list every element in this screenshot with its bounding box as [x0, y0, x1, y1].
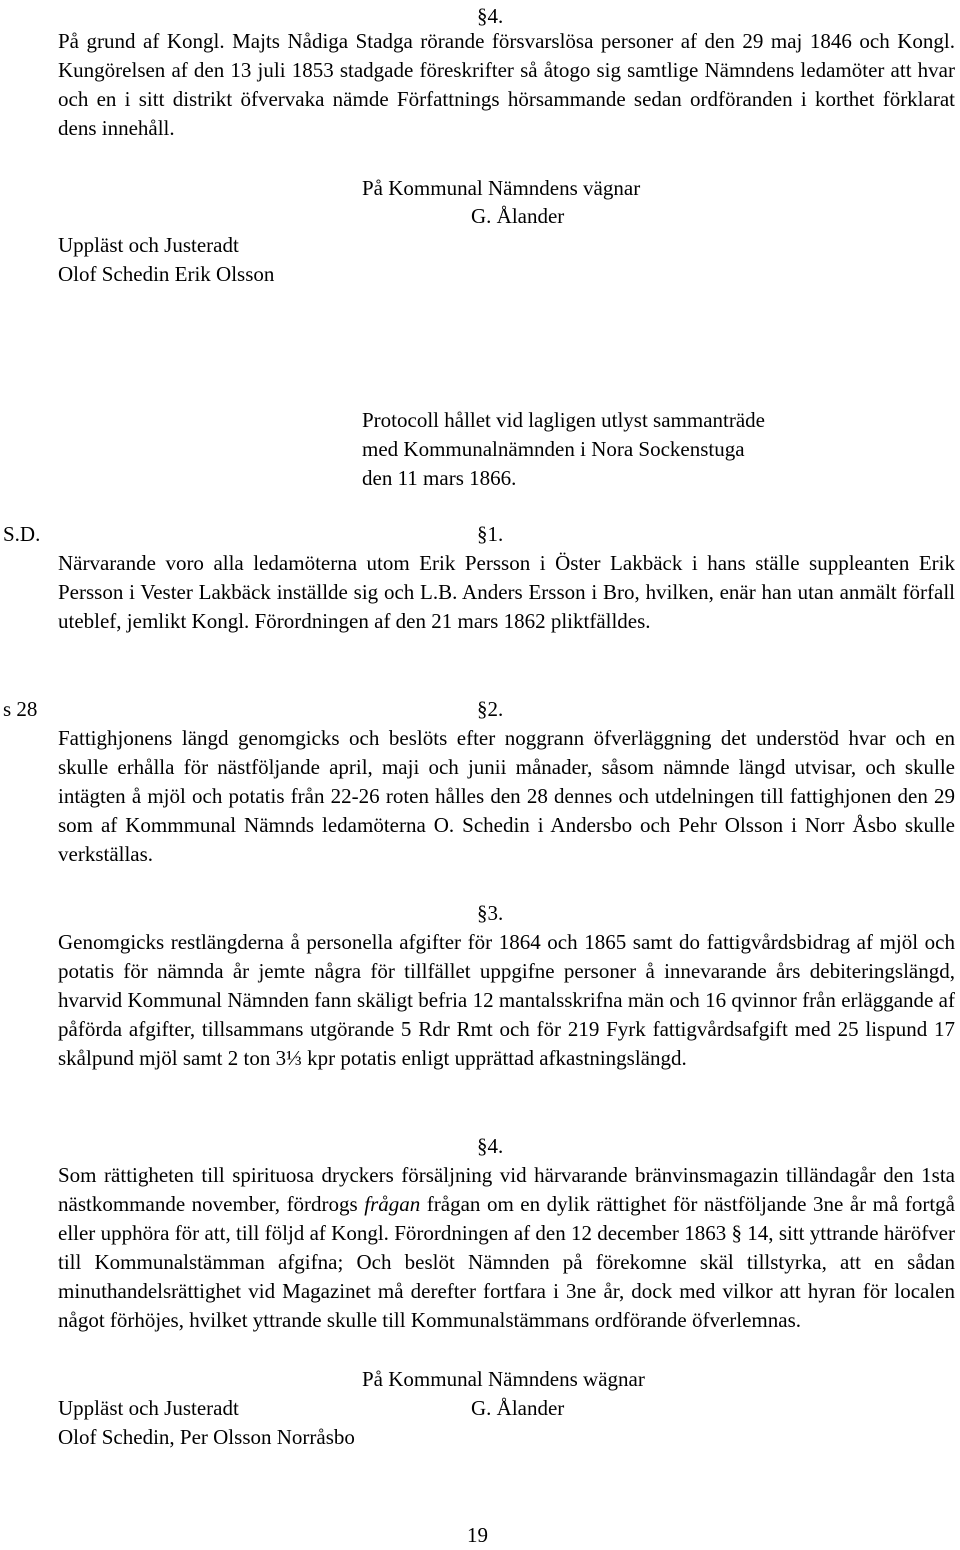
signature-left-2: Olof Schedin Erik Olsson: [58, 262, 275, 286]
signature-section4-left-2: Olof Schedin, Per Olsson Norråsbo: [58, 1425, 355, 1449]
signature-section4-left-1: Uppläst och Justeradt: [58, 1396, 239, 1420]
paragraph-top: [58, 27, 955, 143]
page-number: 19: [467, 1523, 488, 1547]
paragraph-section-4-text: [58, 1161, 955, 1335]
paragraph-section-3: [58, 928, 955, 1073]
protocol-header-line3: den 11 mars 1866.: [362, 466, 517, 490]
protocol-header-line1: Protocoll hållet vid lagligen utlyst sammanträde: [362, 408, 765, 432]
protocol-header-line2: med Kommunalnämnden i Nora Sockenstuga: [362, 437, 745, 461]
signature-right-1: På Kommunal Nämndens vägnar: [362, 176, 641, 200]
section-heading-4: §4.: [477, 1134, 504, 1158]
paragraph-top-text: På grund af Kongl. Majts Nådiga Stadga rörande försvarslösa personer af den 29 maj 1846 och Kongl. Kungörelsen af den 13 juli 1853 stadgade föreskrifter så åtogo sig samtlige Nämndens ledamöter att hvar och en i sitt distrikt öfvervaka nämde Författnings hörsammande sedan ordföranden i korthet förklarat dens innehåll.: [58, 29, 955, 140]
section-heading-1: §1.: [477, 522, 504, 546]
margin-note-sd: S.D.: [3, 522, 41, 546]
section-heading-3: §3.: [477, 901, 504, 925]
paragraph-section-4: [58, 1161, 955, 1335]
paragraph-section-1-text: Närvarande voro alla ledamöterna utom Erik Persson i Öster Lakbäck i hans ställe suppleanten Erik Persson i Vester Lakbäck inställde sig och L.B. Anders Ersson i Bro, hvilken, enär han utan anmält förfall uteblef, jemlikt Kongl. Förordningen af den 21 mars 1862 pliktfälldes.: [58, 551, 955, 633]
italic-word-fragan: frågan: [364, 1192, 421, 1216]
paragraph-section-3-text: Genomgicks restlängderna å personella afgifter för 1864 och 1865 samt do fattigvårdsbidrag af mjöl och potatis för nämnda år jemte några för tillfället uppgifne personer å innevarande års debiteringslängd, hvarvid Kommunal Nämnden fann skäligt befria 12 mantalsskrifna män och 16 qvinnor från erläggande af påförda afgifter, tillsammans utgörande 5 Rdr Rmt och för 219 Fyrk fattigvårdsafgift med 25 lispund 17 skålpund mjöl samt 2 ton 3⅓ kpr potatis enligt upprättad afkastningslängd.: [58, 930, 955, 1070]
section-heading-top: §4.: [477, 4, 504, 28]
signature-section4-right-1: På Kommunal Nämndens wägnar: [362, 1367, 645, 1391]
paragraph-section-2-text: Fattighjonens längd genomgicks och beslöts efter noggrann öfverläggning det understöd hvar och en skulle erhålla för nästföljande april, maji och junii månader, såsom nämnde längd utvisar, och skulle intägten å mjöl och potatis från 22-26 roten hålles den 28 dennes och utdelningen till fattighjonen den 29 som af Kommmunal Nämnds ledamöterna O. Schedin i Andersbo och Pehr Olsson i Norr Åsbo skulle verkställas.: [58, 726, 955, 866]
signature-section4-right-2: G. Ålander: [471, 1396, 565, 1420]
paragraph-section-4-text-b: frågan om en dylik rättighet för nästföljande 3ne år må fortgå eller upphöra för att, till följd af Kongl. Förordningen af den 12 december 1863 § 14, sitt yttrande häröfver till Kommunalstämman afgifna; Och beslöt Nämnden på förekomne skäl tillstyrka, att en sådan minuthandelsrättighet vid Magazinet må derefter fortfara i 3ne år, dock med vilkor att hyran för localen något förhöjes, hvilket yttrande skulle till Kommunalstämmans ordförande öfverlemnas.: [58, 1192, 955, 1332]
paragraph-section-2: [58, 724, 955, 869]
paragraph-section-4-text-a: Som rättigheten till spirituosa dryckers försäljning vid härvarande bränvinsmagazin tilländagår den 1sta nästkommande november, fördrogs: [58, 1163, 955, 1216]
signature-left-1: Uppläst och Justeradt: [58, 233, 239, 257]
signature-right-2: G. Ålander: [471, 204, 565, 228]
section-heading-2: §2.: [477, 697, 504, 721]
margin-note-s28: s 28: [3, 697, 38, 721]
paragraph-section-1: [58, 549, 955, 636]
